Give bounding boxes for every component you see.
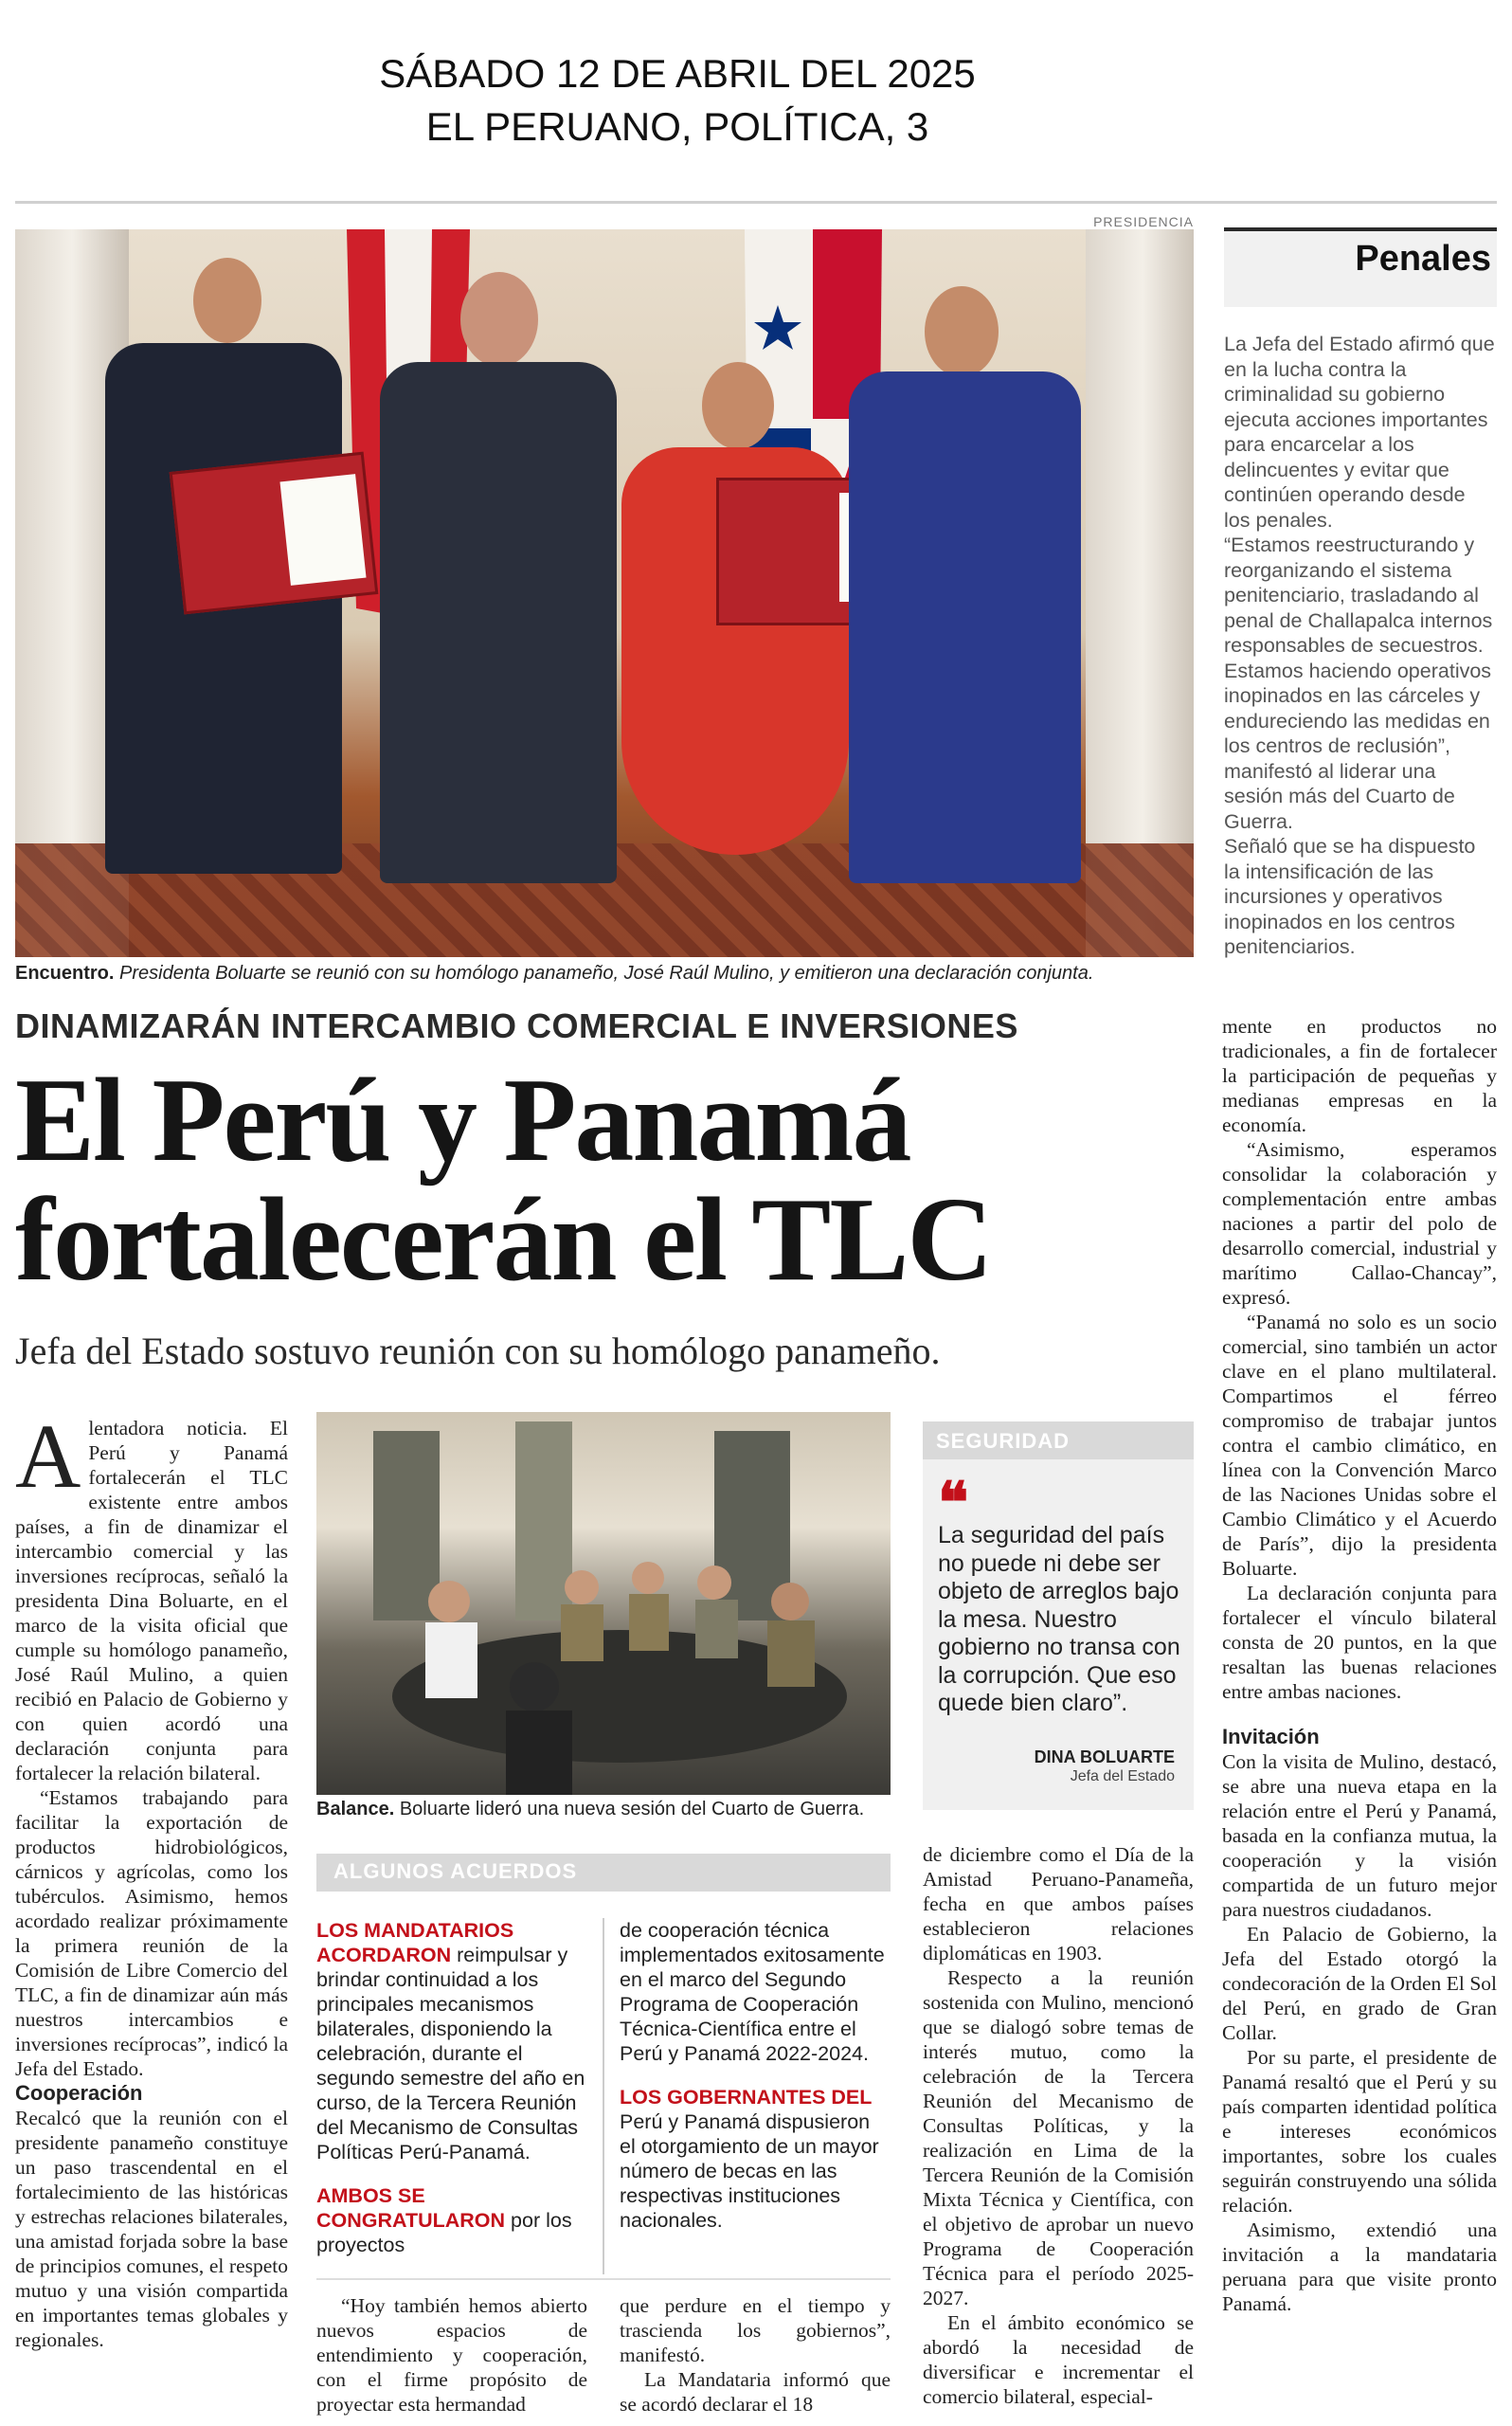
article-column-1 <box>15 1405 288 2352</box>
article-paragraph: “Estamos trabajando para facilitar la exportación de productos hidrobiológicos, cárnicos y agrícolas, como los tubérculos. Asimismo, hemos acordado realizar próximamente la primera reunión de la Comisión de Libre Comercio del TLC, a fin de dinamizar aún más nuestros intercambios e inversiones recíprocas”, indicó la Jefa del Estado. <box>15 1786 288 2080</box>
caption-text: Presidenta Boluarte se reunió con su homólogo panameño, José Raúl Mulino, y emitieron una declaración conjunta. <box>119 963 1094 984</box>
article-paragraph: Respecto a la reunión sostenida con Mulino, mencionó que se dialogó sobre temas de interés mutuo, como la celebración de la Tercera Reunión del Mecanismo de Consultas Políticas, y la realización en Lima de la Tercera Reunión de la Comisión Mixta Técnica y Científica, con el objetivo de aprobar un nuevo Programa de Cooperación Técnica para el período 2025-2027. <box>923 1966 1194 2309</box>
article-subheading: Cooperación <box>15 2081 143 2105</box>
article-paragraph: En Palacio de Gobierno, la Jefa del Estado otorgó la condecoración de la Orden El Sol del Perú, en grado de Gran Collar. <box>1222 1923 1497 2044</box>
article-paragraph: “Hoy también hemos abierto nuevos espacios de entendimiento y cooperación, con el firme propósito de proyectar esta hermandad <box>316 2294 587 2416</box>
acuerdo-lead: LOS GOBERNANTES DEL <box>620 2086 873 2109</box>
main-photo-caption <box>15 963 1199 985</box>
acuerdo-text: de cooperación técnica implementados exitosamente en el marco del Segundo Programa de Cooperación Técnica-Científica entre el Perú y Panamá 2022-2024. <box>620 1919 885 2065</box>
acuerdo-lead: AMBOS SE CONGRATULARON <box>316 2184 506 2232</box>
acuerdos-divider <box>603 1918 604 2274</box>
article-paragraph: La Mandataria informó que se acordó declarar el 18 <box>620 2368 891 2416</box>
acuerdos-bottom-rule <box>316 2278 891 2280</box>
article-paragraph: Recalcó que la reunión con el presidente panameño constituye un paso trascendental en el fortalecimiento de las históricas y estrechas relaciones bilaterales, una amistad forjada sobre la base de principios comunes, el respeto mutuo y una visión compartida en importantes temas globales y regionales. <box>15 2107 288 2351</box>
acuerdos-label: ALGUNOS ACUERDOS <box>333 1859 578 1883</box>
sidebar-body <box>1224 332 1497 960</box>
article-headline <box>15 1055 1218 1306</box>
caption-text: Boluarte lideró una nueva sesión del Cuarto de Guerra. <box>399 1799 865 1820</box>
sidebar-paragraph: Señaló que se ha dispuesto la intensificación de las incursiones y operativos inopinados en los centros penitenciarios. <box>1224 835 1476 958</box>
article-subheading: Invitación <box>1222 1725 1320 1748</box>
article-paragraph: “Panamá no solo es un socio comercial, sino también un actor clave en el plano multilateral. Compartimos el férreo compromiso de trabajar juntos contra el cambio climático, en línea con la Convención Marco de las Naciones Unidas sobre el Cambio Climático y el Acuerdo de París”, dijo la presidenta Boluarte. <box>1222 1311 1497 1580</box>
article-paragraph: mente en productos no tradicionales, a fin de fortalecer la participación de pequeñas y medianas empresas en la economía. <box>1222 1015 1497 1136</box>
acuerdos-column-1 <box>316 1918 585 2276</box>
quote-author: DINA BOLUARTE <box>1034 1747 1175 1766</box>
main-photo <box>15 229 1194 957</box>
quote-box-label: SEGURIDAD <box>936 1429 1071 1453</box>
article-paragraph: lentadora noticia. El Perú y Panamá fortalecerán el TLC existente entre ambos países, a fin de dinamizar el intercambio comercial y las inversiones recíprocas, señaló la presidenta Dina Boluarte, en el marco de la visita oficial que cumple su homólogo panameño, José Raúl Mulino, a quien recibió en Palacio de Gobierno y con quien acordó una declaración conjunta para fortalecer la relación bilateral. <box>15 1417 288 1784</box>
caption-lead: Encuentro. <box>15 963 115 984</box>
headline-line-1: El Perú y Panamá <box>15 1055 910 1186</box>
meeting-scene-icon <box>316 1412 891 1795</box>
article-column-4 <box>923 1842 1194 2409</box>
headline-line-2: fortalecerán el TLC <box>15 1174 992 1306</box>
section-line: EL PERUANO, POLÍTICA, 3 <box>425 104 929 149</box>
photo-credit: PRESIDENCIA <box>1093 214 1194 229</box>
article-paragraph: Asimismo, extendió una invitación a la mandataria peruana para que visite pronto Panamá. <box>1222 2218 1497 2315</box>
article-paragraph: En el ámbito económico se abordó la necesidad de diversificar e incrementar el comercio bilateral, especial- <box>923 2311 1194 2408</box>
acuerdo-text: Perú y Panamá dispusieron el otorgamiento de un mayor número de becas en las respectivas instituciones nacionales. <box>620 2110 879 2232</box>
acuerdo-text: por los proyectos <box>316 2209 572 2256</box>
sidebar-paragraph: La Jefa del Estado afirmó que en la lucha contra la criminalidad su gobierno ejecuta acciones importantes para encarcelar a los delincuentes y evitar que continúen operando desde los penales. <box>1224 333 1495 532</box>
article-paragraph: Con la visita de Mulino, destacó, se abre una nueva etapa en la relación entre el Perú y Panamá, basada en la confianza mutua, la cooperación y la visión compartida de un futuro mejor para nuestros ciudadanos. <box>1222 1750 1497 1921</box>
acuerdo-text: reimpulsar y brindar continuidad a los principales mecanismos bilaterales, disponiendo la celebración, durante el segundo semestre del año en curso, de la Tercera Reunión del Mecanismo de Consultas Políticas Perú-Panamá. <box>316 1944 585 2163</box>
quote-text: La seguridad del país no puede ni debe ser objeto de arreglos bajo la mesa. Nuestro gobierno no transa con la corrupción. Que eso quede bien claro”. <box>938 1522 1180 1716</box>
secondary-photo <box>316 1412 891 1795</box>
acuerdo-item <box>316 2183 585 2257</box>
acuerdo-item <box>620 2085 891 2233</box>
newspaper-dateline <box>0 47 1355 154</box>
sidebar-title: Penales <box>1355 239 1491 279</box>
article-paragraph: “Asimismo, esperamos consolidar la colaboración y complementación entre ambas naciones a partir del polo de desarrollo comercial, industrial y marítimo Callao-Chancay”, expresó. <box>1222 1138 1497 1309</box>
date-line: SÁBADO 12 DE ABRIL DEL 2025 <box>379 51 976 96</box>
acuerdo-item <box>316 1918 585 2164</box>
caption-lead: Balance. <box>316 1799 395 1820</box>
article-paragraph: de diciembre como el Día de la Amistad Peruano-Panameña, fecha en que ambos países establecieron relaciones diplomáticas en 1903. <box>923 1843 1194 1964</box>
secondary-photo-caption <box>316 1799 904 1820</box>
article-paragraph: La declaración conjunta para fortalecer el vínculo bilateral consta de 20 puntos, en la que resaltan las buenas relaciones entre ambas naciones. <box>1222 1582 1497 1703</box>
article-column-3 <box>620 2293 891 2417</box>
quote-mark-icon: ❝ <box>938 1472 969 1534</box>
sidebar-paragraph: “Estamos reestructurando y reorganizando el sistema penitenciario, trasladando al penal de Challapalca internos responsables de secuestros. Estamos haciendo operativos inopinados en las cárceles y endureciendo las medidas en los centros de reclusión”, manifestó al liderar una sesión más del Cuarto de Guerra. <box>1224 534 1493 833</box>
article-column-2 <box>316 2293 587 2417</box>
dropcap: A <box>15 1405 81 1507</box>
article-paragraph: que perdure en el tiempo y trascienda los gobiernos”, manifestó. <box>620 2294 891 2366</box>
quote-author-role: Jefa del Estado <box>1070 1768 1175 1784</box>
article-subhead: Jefa del Estado sostuvo reunión con su homólogo panameño. <box>15 1330 941 1372</box>
acuerdos-column-2 <box>620 1918 891 2252</box>
acuerdo-lead: LOS MANDATARIOS ACORDARON <box>316 1919 514 1966</box>
article-column-5 <box>1222 1014 1497 2316</box>
article-paragraph: Por su parte, el presidente de Panamá resaltó que el Perú y su país comparten identidad política e intereses económicos importantes, sobre los cuales seguirán construyendo una sólida relación. <box>1222 2046 1497 2217</box>
header-rule <box>15 201 1497 204</box>
article-kicker: DINAMIZARÁN INTERCAMBIO COMERCIAL E INVERSIONES <box>15 1006 1018 1045</box>
